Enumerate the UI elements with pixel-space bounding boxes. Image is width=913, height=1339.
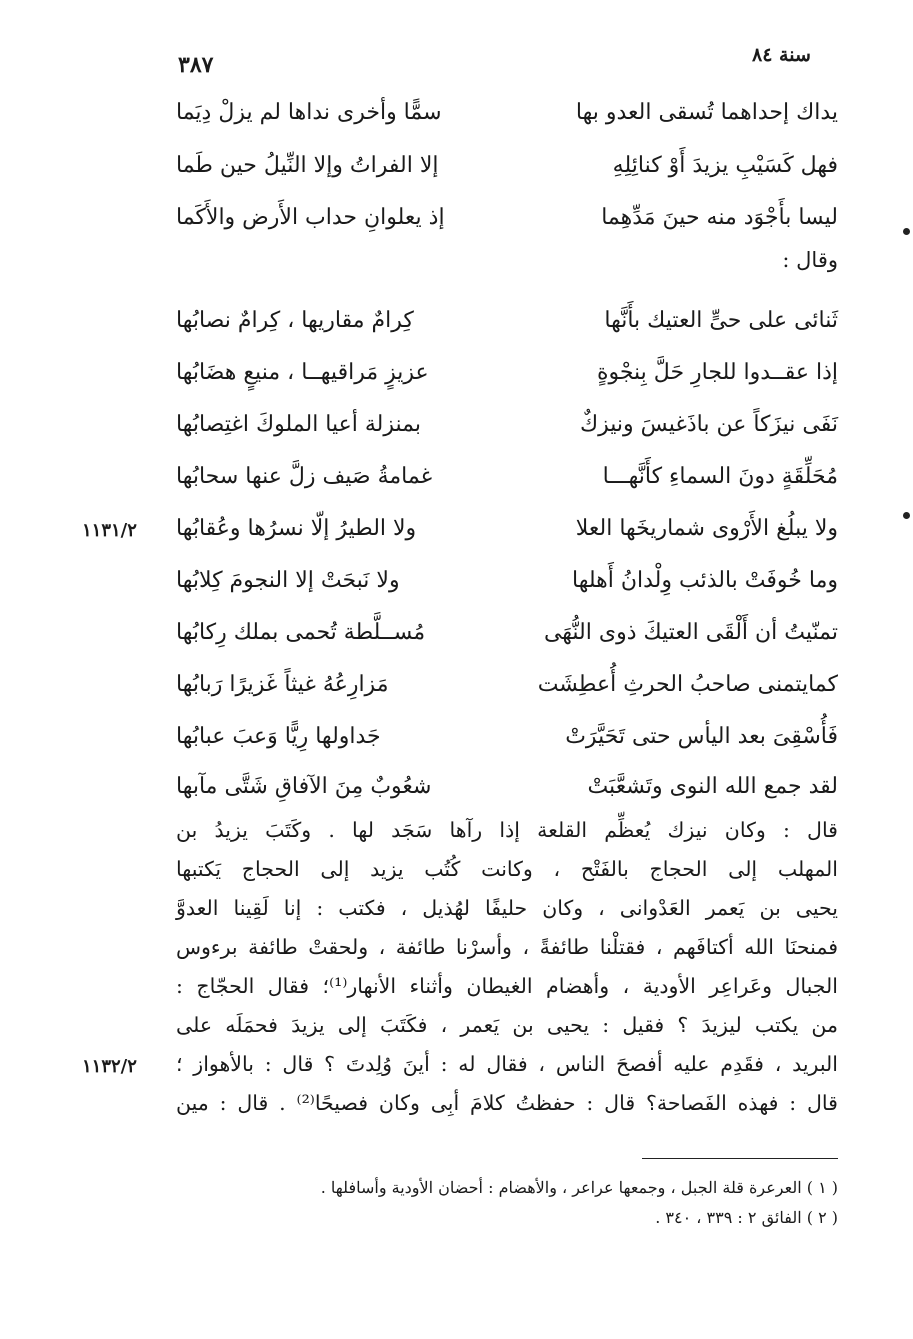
- prose-line: يحيى بن يَعمر العَدْوانى ، وكان حليفًا لهُذيل ، فكتب : إنا لَقِينا العدوَّ: [176, 896, 838, 920]
- verse-first-hemistich: تمنّيتُ أن أَلْقَى العتيكَ ذوى النُّهَى: [543, 620, 838, 645]
- verse-line: [176, 568, 838, 608]
- margin-dot: [903, 512, 910, 519]
- verse-second-hemistich: كِرامٌ مقاريها ، كِرامٌ نصابُها: [176, 308, 414, 333]
- prose-line: الجبال وعَراعِر الأودية ، وأهضام الغيطان وأثناء الأنهار⁽¹⁾؛ فقال الحجّاج :: [176, 974, 838, 998]
- verse-first-hemistich: ولا يبلُغ الأَرْوى شماريخَها العلا: [575, 516, 838, 541]
- running-head-year: سنة ٨٤: [752, 44, 811, 66]
- verse-first-hemistich: لقد جمع الله النوى وتَشعَّبَتْ: [587, 774, 838, 799]
- verse-line: [176, 774, 838, 814]
- verse-second-hemistich: سمًّا وأخرى نداها لم يزلْ دِيَما: [176, 100, 442, 125]
- section-label-said: وقال :: [782, 248, 838, 272]
- verse-second-hemistich: إذ يعلوانِ حداب الأَرض والأَكَما: [176, 205, 445, 230]
- verse-line: [176, 205, 838, 245]
- prose-line: فمنحنَا الله أكتافَهم ، فقتلْنا طائفةً ، وأسرْنا طائفة ، ولحقتْ طائفة برءوس: [176, 935, 838, 959]
- prose-line: من يكتب ليزيدَ ؟ فقيل : يحيى بن يَعمر ، فكَتَبَ إلى يزيدَ فحمَلَه على: [176, 1013, 838, 1037]
- verse-second-hemistich: إلا الفراتُ وإلا النِّيلُ حين طَما: [176, 153, 439, 178]
- verse-line: [176, 308, 838, 348]
- verse-first-hemistich: إذا عقــدوا للجارِ حَلَّ بِنجْوةٍ: [596, 360, 838, 385]
- verse-first-hemistich: فَأُسْقِىَ بعد اليأس حتى تَحَيَّرَتْ: [565, 724, 838, 749]
- footnote-rule: [642, 1158, 838, 1159]
- footnote: ( ٢ ) الفائق ٢ : ٣٣٩ ، ٣٤٠ .: [655, 1208, 838, 1227]
- verse-second-hemistich: ولا الطيرُ إلّا نسرُها وعُقابُها: [176, 516, 417, 541]
- verse-first-hemistich: كمايتمنى صاحبُ الحرثِ أُعطِشَت: [537, 672, 838, 697]
- margin-reference: ١١٣١/٢: [82, 520, 137, 541]
- verse-line: [176, 360, 838, 400]
- verse-first-hemistich: ثَنائى على حىٍّ العتيك بأَنَّها: [604, 308, 838, 333]
- prose-line: المهلب إلى الحجاج بالفَتْح ، وكانت كُتُب يزيد إلى الحجاج يَكتبها: [176, 857, 838, 881]
- verse-second-hemistich: بمنزلة أعيا الملوكَ اغتِصابُها: [176, 412, 421, 437]
- verse-line: [176, 620, 838, 660]
- prose-line: قال : وكان نيزك يُعظِّم القلعة إذا رآها سَجَد لها . وكَتَبَ يزيدُ بن: [176, 818, 838, 842]
- verse-line: [176, 100, 838, 140]
- page-number: ٣٨٧: [178, 52, 214, 78]
- verse-second-hemistich: ولا نَبحَتْ إلا النجومَ كِلابُها: [176, 568, 400, 593]
- verse-line: [176, 153, 838, 193]
- verse-line: [176, 516, 838, 556]
- verse-line: [176, 724, 838, 764]
- verse-second-hemistich: مَزارِعُهُ غيثاً غَزيرًا رَبابُها: [176, 672, 389, 697]
- margin-reference: ١١٣٢/٢: [82, 1056, 137, 1077]
- verse-second-hemistich: شعُوبٌ مِنَ الآفاقِ شَتَّى مآبها: [176, 774, 432, 799]
- prose-line: البريد ، فقَدِم عليه أفصحَ الناس ، فقال له : أينَ وُلِدتَ ؟ قال : بالأهواز ؛: [176, 1052, 838, 1076]
- verse-line: [176, 412, 838, 452]
- verse-first-hemistich: يداك إحداهما تُسقى العدو بها: [575, 100, 838, 125]
- verse-second-hemistich: جَداولها رِيًّا وَعبَ عبابُها: [176, 724, 381, 749]
- verse-first-hemistich: مُحَلِّقَةٍ دونَ السماءِ كأَنَّهـــا: [602, 464, 838, 489]
- verse-first-hemistich: فهل كَسَيْبِ يزيدَ أَوْ كنائِلِهِ: [612, 153, 838, 178]
- margin-dot: [903, 228, 910, 235]
- verse-first-hemistich: ليسا بأَجْوَد منه حينَ مَدِّهِما: [601, 205, 838, 230]
- verse-second-hemistich: عزيزٍ مَراقيهــا ، منيعٍ هضَابُها: [176, 360, 429, 385]
- verse-line: [176, 672, 838, 712]
- prose-line: قال : فهذه الفَصاحة؟ قال : حفظتُ كلامَ أبِى وكان فصيحًا⁽²⁾ . قال : مين: [176, 1091, 838, 1115]
- verse-line: [176, 464, 838, 504]
- verse-second-hemistich: مُســلَّطة تُحمى بملك رِكابُها: [176, 620, 426, 645]
- verse-second-hemistich: غمامةُ صَيف زلَّ عنها سحابُها: [176, 464, 433, 489]
- verse-first-hemistich: وما خُوفَتْ بالذئب وِلْدانُ أَهلها: [572, 568, 838, 593]
- verse-first-hemistich: نَفَى نيزَكاً عن باذَغيسَ ونيزكٌ: [580, 412, 838, 437]
- footnote: ( ١ ) العرعرة قلة الجبل ، وجمعها عراعر ، والأهضام : أحضان الأودية وأسافلها .: [320, 1178, 838, 1197]
